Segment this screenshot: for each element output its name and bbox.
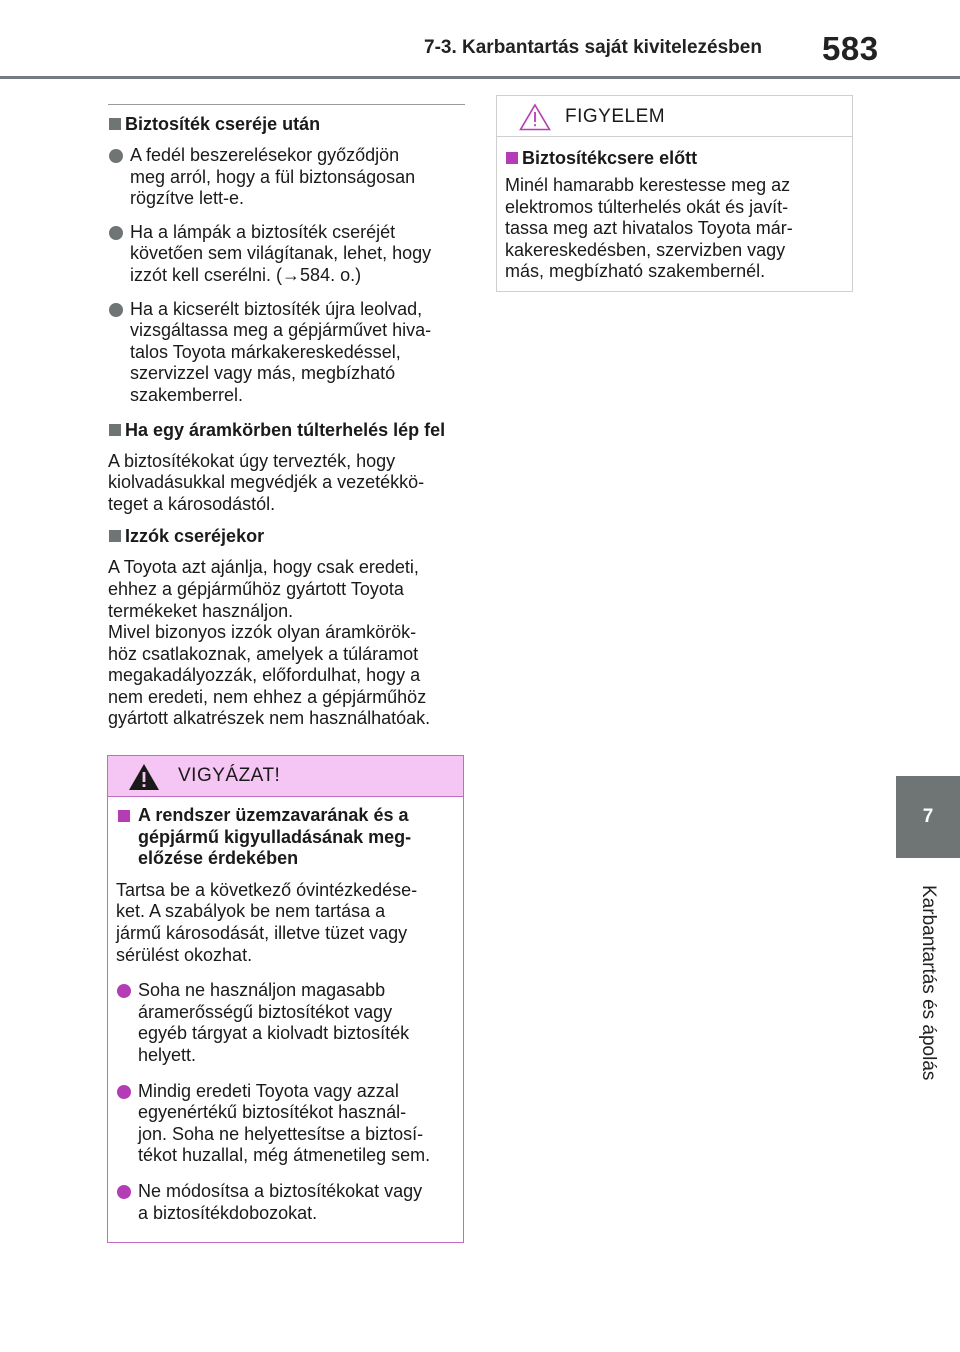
list-item: Ne módosítsa a biztosítékokat vagy a biztosítékdobozokat.: [116, 1181, 455, 1224]
list-item: Ha a lámpák a biztosíték cseréjét követően sem világítanak, lehet, hogy izzót kell cserélni. (→584. o.): [108, 222, 465, 287]
notice-heading: FIGYELEM: [565, 106, 666, 127]
header-divider: [0, 76, 960, 79]
column-divider: [108, 104, 465, 105]
section-heading: Izzók cseréjekor: [108, 525, 465, 547]
caution-body: [108, 797, 463, 1224]
caution-title: A rendszer üzemzavarának és a gépjármű kigyulladásának meg- előzése érdekében: [116, 805, 455, 870]
notice-paragraph: Minél hamarabb kerestesse meg az elektromos túlterhelés okát és javít- tassa meg azt hivatalos Toyota már- kakereskedésben, szervizben vagy más, megbízható szakembernél.: [505, 175, 793, 282]
paragraph: A biztosítékokat úgy tervezték, hogy kiolvadásukkal megvédjék a vezetékkö- teget a károsodástól.: [108, 450, 425, 514]
caution-header: [108, 756, 463, 797]
caution-intro: Tartsa be a következő óvintézkedése- ket. A szabályok be nem tartása a jármű károsodását, illetve tüzet vagy sérülést okozhat.: [116, 879, 418, 965]
page-number: 583: [822, 30, 879, 67]
list-item: Mindig eredeti Toyota vagy azzal egyenértékű biztosítékot használ- jon. Soha ne helyettesítse a biztosí- tékot huzallal, még átmenetileg sem.: [116, 1081, 455, 1167]
section-heading: Biztosíték cseréje után: [108, 113, 465, 135]
chapter-number: 7: [922, 806, 934, 827]
list-item: A fedél beszerelésekor győződjön meg arról, hogy a fül biztonságosan rögzítve lett-e.: [108, 145, 465, 210]
notice-title: Biztosítékcsere előtt: [505, 147, 844, 169]
notice-box: [496, 95, 853, 292]
caution-heading: VIGYÁZAT!: [178, 765, 281, 786]
list-item: Soha ne használjon magasabb áramerősségű biztosítékot vagy egyéb tárgyat a kiolvadt biztosíték helyett.: [116, 980, 455, 1066]
chapter-label: [896, 868, 960, 1098]
section-heading: Ha egy áramkörben túlterhelés lép fel: [108, 419, 465, 441]
notice-header: [497, 96, 852, 137]
list-item: Ha a kicserélt biztosíték újra leolvad, vizsgáltassa meg a gépjárművet hiva- talos Toyota márkakereskedéssel, szervizzel vagy más, megbízható szakemberrel.: [108, 299, 465, 407]
notice-body: [497, 137, 852, 283]
warning-icon: [128, 763, 160, 791]
section-title: 7-3. Karbantartás saját kivitelezésben: [424, 37, 762, 58]
chapter-tab: [896, 776, 960, 858]
caution-box: [107, 755, 464, 1243]
chapter-title: Karbantartás és ápolás: [918, 885, 939, 1081]
notice-warning-icon: [519, 103, 551, 131]
paragraph: A Toyota azt ajánlja, hogy csak eredeti, ehhez a gépjárműhöz gyártott Toyota termékeket használjon. Mivel bizonyos izzók olyan áramkörök- höz csatlakoznak, amelyek a túláramot megakadályozzák, előfordulhat, hogy a nem eredeti, nem ehhez a gépjárműhöz gyártott alkatrészek nem használhatóak.: [108, 557, 431, 729]
main-column: [108, 104, 465, 740]
